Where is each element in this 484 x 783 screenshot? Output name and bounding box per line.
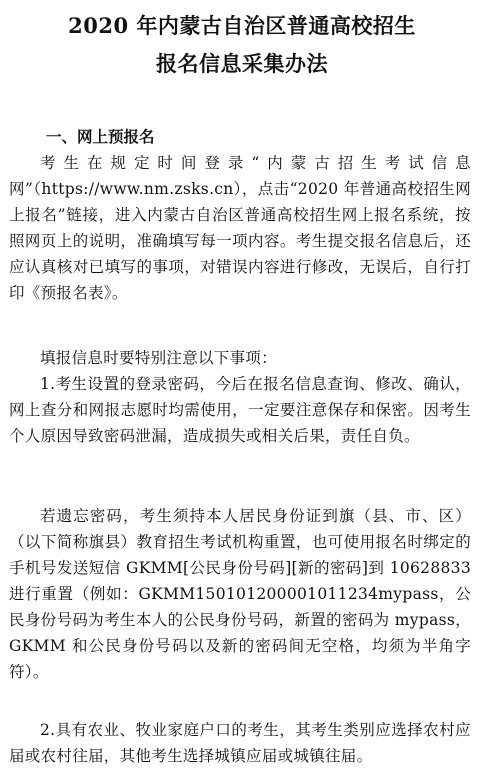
document-title-line-2: 报名信息采集办法 [156,51,328,76]
section-heading-online-preregistration: 一、网上预报名 [46,127,155,146]
paragraph-password-reset: 若遗忘密码，考生须持本人居民身份证到旗（县、市、区）（以下简称旗县）教育招生考试机构重置，也可使用报名时绑定的手机号发送短信 GKMM[公民身份号码][新的密码]到 10628833 进行重置（例如：GKMM150101200001011234mypass，公民身份号码为考生本人的公民身份号码，新置的密码为 mypass，GKMM 和公民身份号码以及新的密码间无空格，均须为半角字符）。 [9,507,471,681]
paragraph-login-instructions: 考生在规定时间登录“内蒙古招生考试信息网”（https://www.nm.zsks.cn），点击“2020 年普通高校招生网上报名”链接，进入内蒙古自治区普通高校招生网上报名系统，按照网页上的说明，准确填写每一项内容。考生提交报名信息后，还应认真核对已填写的事项，对错误内容进行修改，无误后，自行打印《预报名表》。 [9,154,471,302]
paragraph-notes-intro: 填报信息时要特别注意以下事项： [40,349,278,367]
document-title-line-1: 2020 年内蒙古自治区普通高校招生 [68,13,416,38]
paragraph-password-notice: 1.考生设置的登录密码，今后在报名信息查询、修改、确认，网上查分和网报志愿时均需使用，一定要注意保存和保密。因考生个人原因导致密码泄漏，造成损失或相关后果，责任自负。 [9,375,471,445]
paragraph-candidate-category: 2.具有农业、牧业家庭户口的考生，其考生类别应选择农村应届或农村往届，其他考生选择城镇应届或城镇往届。 [9,721,471,765]
